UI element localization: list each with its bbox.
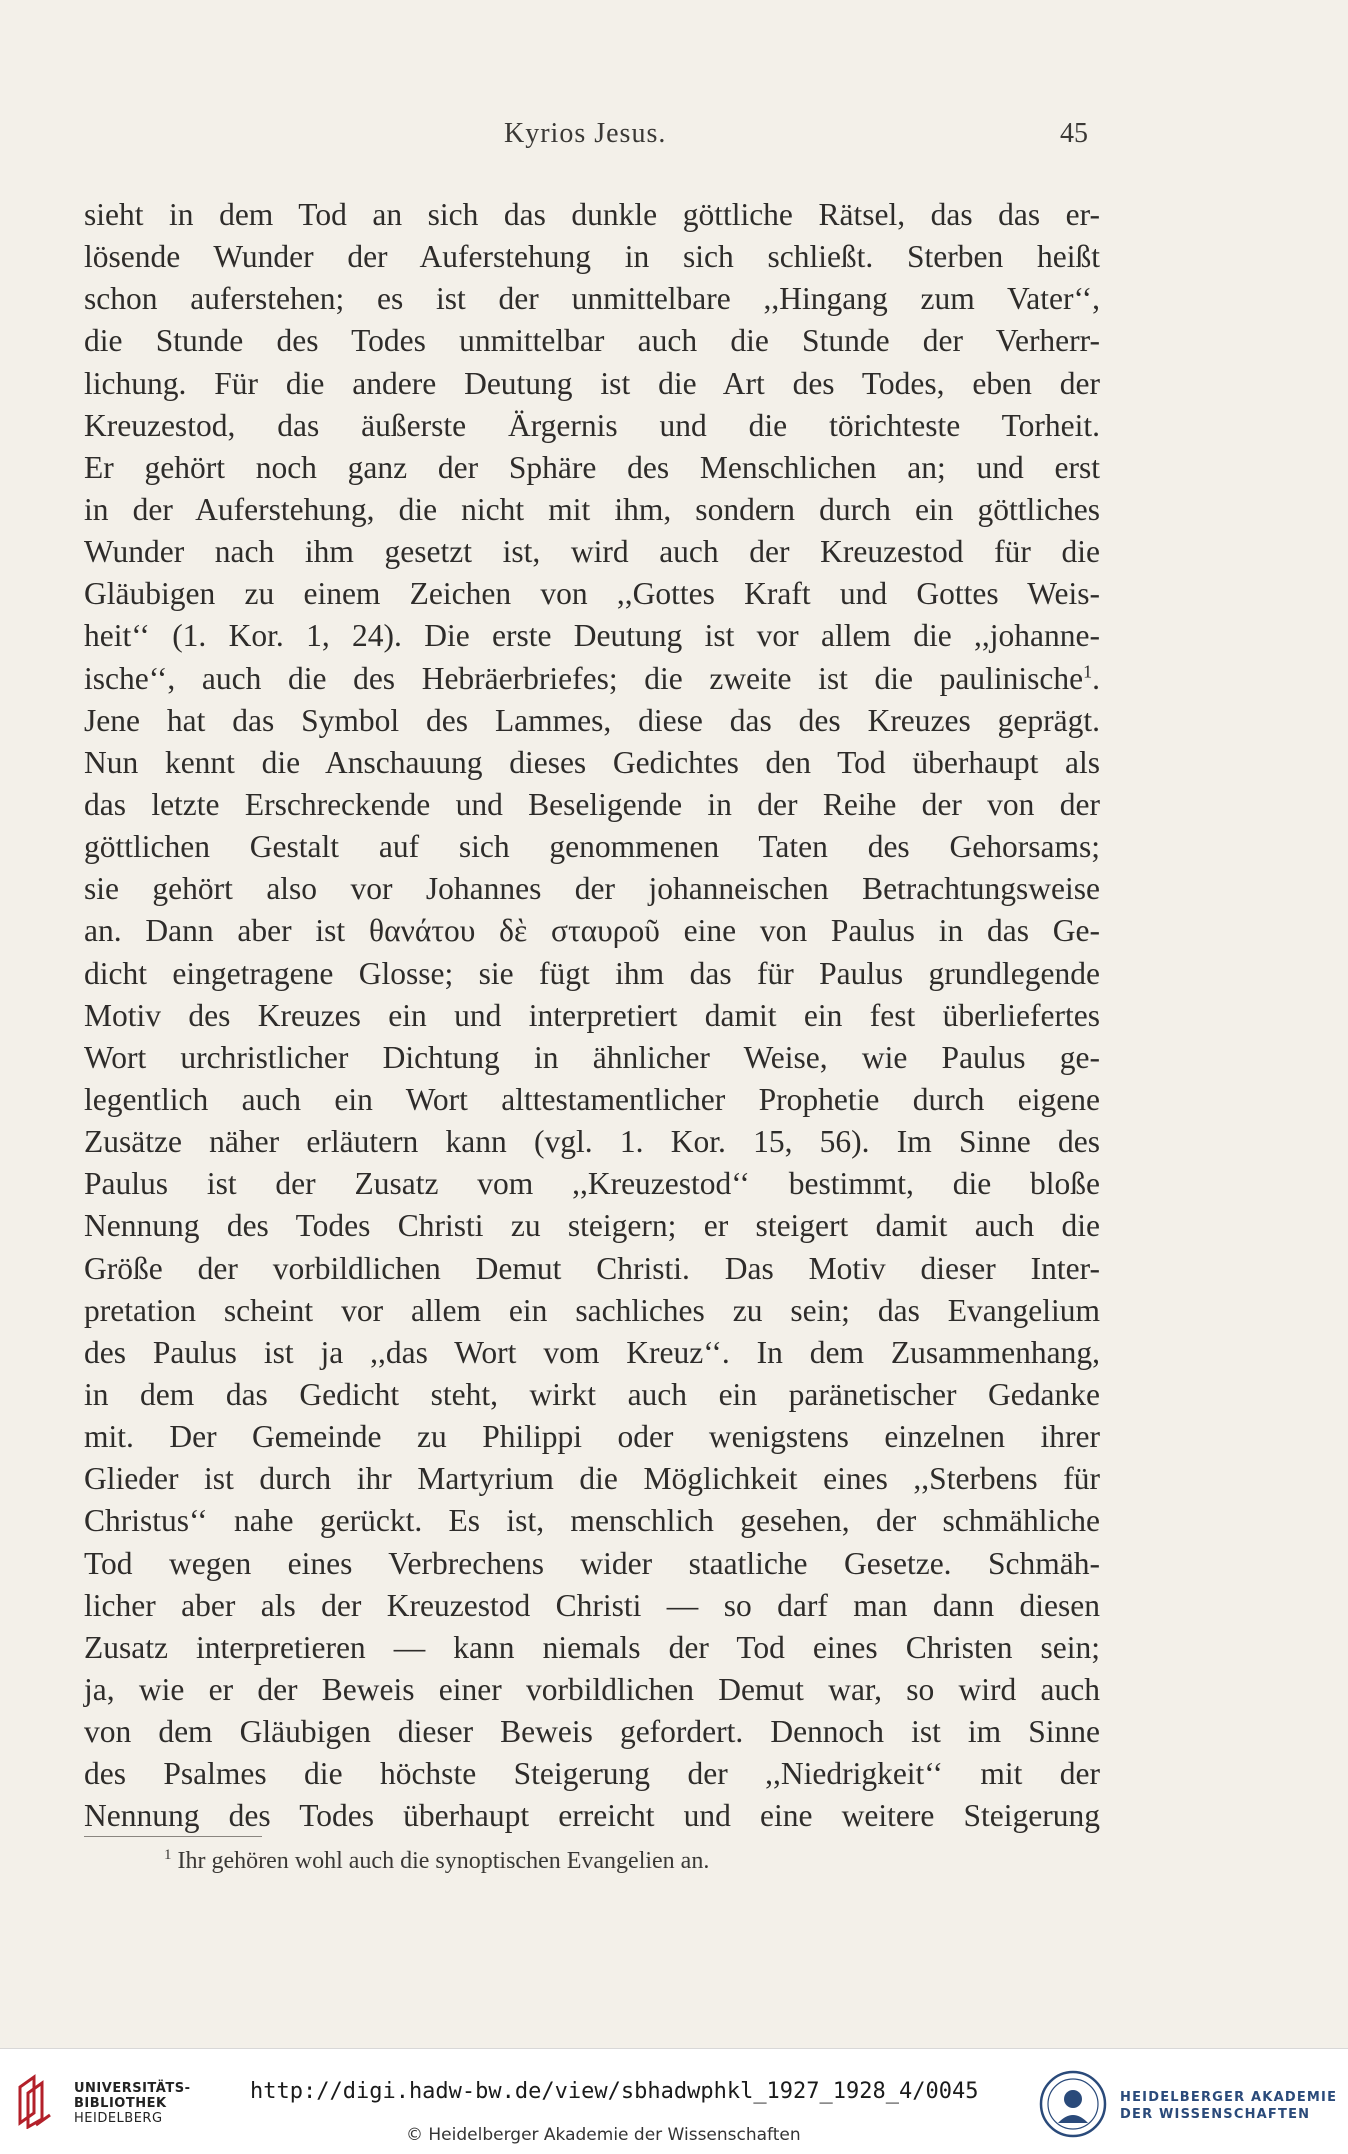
text-line: Gläubigen zu einem Zeichen von ,,Gottes Kraft und Gottes Weis-: [84, 576, 1100, 612]
permalink-url[interactable]: http://digi.hadw-bw.de/view/sbhadwphkl_1927_1928_4/0045: [250, 2079, 979, 2104]
text-line: ische‘‘, auch die des Hebräerbriefes; die zweite ist die paulinische$^1$.: [84, 660, 1100, 696]
academy-name: [1120, 2089, 1337, 2123]
footnote-reference: 1: [1083, 661, 1093, 682]
text-line: ja, wie er der Beweis einer vorbildlichen Demut war, so wird auch: [84, 1671, 1100, 1707]
text-line: Tod wegen eines Verbrechens wider staatliche Gesetze. Schmäh-: [84, 1545, 1100, 1581]
text-line: Glieder ist durch ihr Martyrium die Möglichkeit eines ,,Sterbens für: [84, 1461, 1100, 1497]
text-line: Er gehört noch ganz der Sphäre des Menschlichen an; und erst: [84, 449, 1100, 485]
text-line: in der Auferstehung, die nicht mit ihm, sondern durch ein göttliches: [84, 491, 1100, 527]
text-line: Jene hat das Symbol des Lammes, diese das des Kreuzes geprägt.: [84, 702, 1100, 738]
ub-line-3: HEIDELBERG: [74, 2111, 163, 2126]
footnote-text: Ihr gehören wohl auch die synoptischen Evangelien an.: [177, 1848, 710, 1874]
text-line: legentlich auch ein Wort alttestamentlicher Prophetie durch eigene: [84, 1081, 1100, 1117]
text-line: lichung. Für die andere Deutung ist die Art des Todes, eben der: [84, 365, 1100, 401]
text-line: an. Dann aber ist θανάτου δὲ σταυροῦ eine von Paulus in das Ge-: [84, 913, 1100, 949]
copyright-notice: © Heidelberger Akademie der Wissenschaften: [406, 2125, 801, 2145]
text-line: sieht in dem Tod an sich das dunkle göttliche Rätsel, das das er-: [84, 197, 1100, 232]
text-line: licher aber als der Kreuzestod Christi — so darf man dann diesen: [84, 1587, 1100, 1623]
footnote: [164, 1848, 709, 1875]
footnote-marker: 1: [164, 1847, 172, 1863]
text-line: Motiv des Kreuzes ein und interpretiert damit ein fest überliefertes: [84, 997, 1100, 1033]
running-title: Kyrios Jesus.: [504, 118, 667, 149]
text-line: schon auferstehen; es ist der unmittelbare ,,Hingang zum Vater‘‘,: [84, 281, 1100, 317]
university-library-name: [74, 2081, 190, 2126]
text-line: Kreuzestod, das äußerste Ärgernis und die törichteste Torheit.: [84, 407, 1100, 443]
text-line: in dem das Gedicht steht, wirkt auch ein paränetischer Gedanke: [84, 1376, 1100, 1412]
academy-seal-icon[interactable]: [1038, 2069, 1108, 2139]
ub-line-1: UNIVERSITÄTS-: [74, 2081, 191, 2096]
text-line: Zusatz interpretieren — kann niemals der Tod eines Christen sein;: [84, 1629, 1100, 1665]
text-line: göttlichen Gestalt auf sich genommenen Taten des Gehorsams;: [84, 829, 1100, 865]
text-line: Wort urchristlicher Dichtung in ähnlicher Weise, wie Paulus ge-: [84, 1039, 1100, 1075]
text-line: pretation scheint vor allem ein sachliches zu sein; das Evangelium: [84, 1292, 1100, 1328]
university-library-logo-icon[interactable]: [14, 2073, 58, 2129]
academy-line-2: DER WISSENSCHAFTEN: [1120, 2107, 1311, 2122]
text-line: Nun kennt die Anschauung dieses Gedichtes den Tod überhaupt als: [84, 744, 1100, 780]
page-number: 45: [1060, 118, 1088, 149]
text-line: heit‘‘ (1. Kor. 1, 24). Die erste Deutung ist vor allem die ,,johanne-: [84, 618, 1100, 654]
academy-line-1: HEIDELBERGER AKADEMIE: [1120, 2090, 1338, 2105]
body-text: [84, 194, 1100, 1837]
text-line: Paulus ist der Zusatz vom ,,Kreuzestod‘‘ bestimmt, die bloße: [84, 1166, 1100, 1202]
text-line: des Paulus ist ja ,,das Wort vom Kreuz‘‘. In dem Zusammenhang,: [84, 1334, 1100, 1370]
running-head: [0, 118, 1348, 158]
text-line: Nennung des Todes Christi zu steigern; er steigert damit auch die: [84, 1208, 1100, 1244]
text-line: das letzte Erschreckende und Beseligende in der Reihe der von der: [84, 786, 1100, 822]
text-line: Wunder nach ihm gesetzt ist, wird auch der Kreuzestod für die: [84, 534, 1100, 570]
text-line: von dem Gläubigen dieser Beweis gefordert. Dennoch ist im Sinne: [84, 1714, 1100, 1750]
text-line: Größe der vorbildlichen Demut Christi. Das Motiv dieser Inter-: [84, 1250, 1100, 1286]
text-line: Zusätze näher erläutern kann (vgl. 1. Kor. 15, 56). Im Sinne des: [84, 1124, 1100, 1160]
text-line: sie gehört also vor Johannes der johanneischen Betrachtungsweise: [84, 871, 1100, 907]
viewer-footer: [0, 2048, 1348, 2154]
text-line: Christus‘‘ nahe gerückt. Es ist, menschlich gesehen, der schmähliche: [84, 1503, 1100, 1539]
text-line: lösende Wunder der Auferstehung in sich schließt. Sterben heißt: [84, 239, 1100, 275]
footnote-rule: [84, 1836, 262, 1837]
text-line: des Psalmes die höchste Steigerung der ,,Niedrigkeit‘‘ mit der: [84, 1756, 1100, 1792]
text-line: dicht eingetragene Glosse; sie fügt ihm das für Paulus grundlegende: [84, 955, 1100, 991]
ub-line-2: BIBLIOTHEK: [74, 2096, 167, 2111]
text-line: mit. Der Gemeinde zu Philippi oder wenigstens einzelnen ihrer: [84, 1419, 1100, 1455]
text-line: Nennung des Todes überhaupt erreicht und eine weitere Steigerung: [84, 1798, 1100, 1834]
text-line: die Stunde des Todes unmittelbar auch die Stunde der Verherr-: [84, 323, 1100, 359]
